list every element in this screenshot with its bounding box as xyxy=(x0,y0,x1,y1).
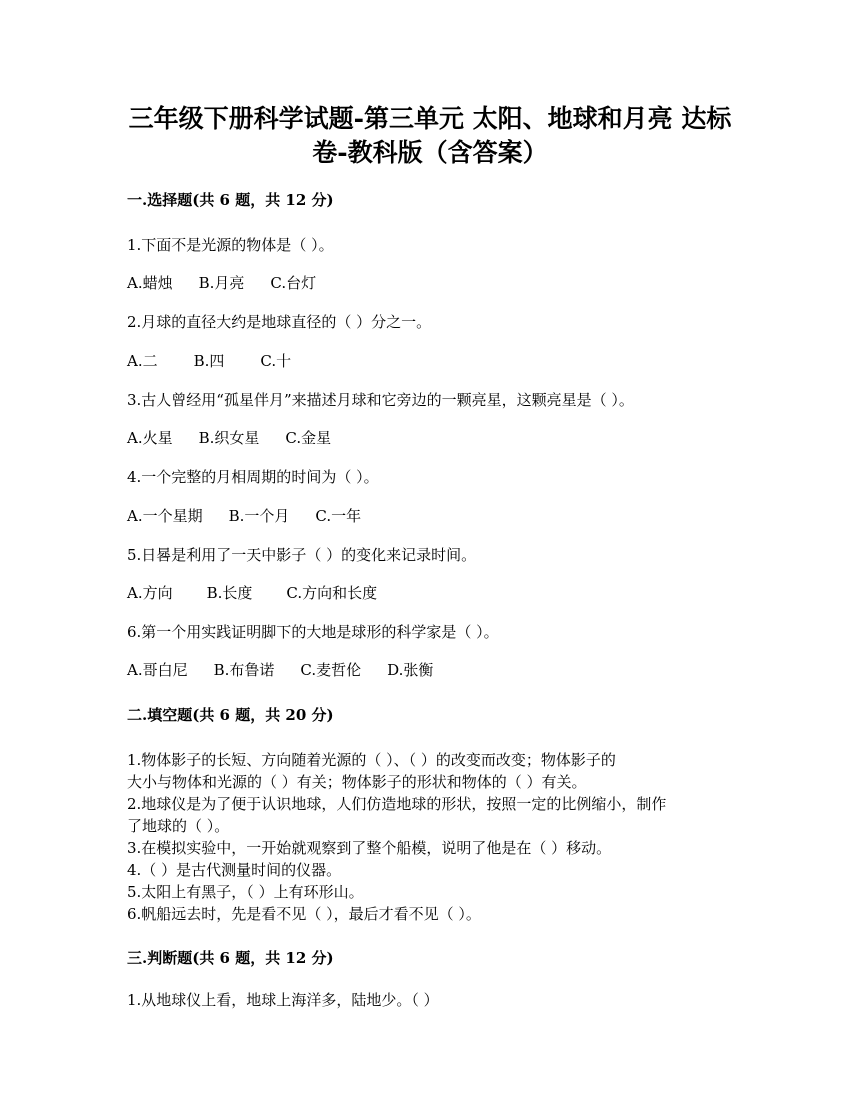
question-options xyxy=(127,273,316,293)
question-text: 3.古人曾经用“孤星伴月”来描述月球和它旁边的一颗亮星，这颗亮星是（ ）。 xyxy=(127,391,634,409)
option: A.哥白尼 xyxy=(127,661,188,679)
option: A.方向 xyxy=(127,584,173,602)
question-options xyxy=(127,583,377,603)
option: C.方向和长度 xyxy=(286,584,378,602)
section-heading-fill: 二.填空题(共 6 题，共 20 分) xyxy=(127,706,334,724)
fill-line: 了地球的（ ）。 xyxy=(127,817,230,835)
option: B.织女星 xyxy=(198,429,260,447)
question-options xyxy=(127,660,433,680)
option: C.金星 xyxy=(285,429,332,447)
question-text: 6.第一个用实践证明脚下的大地是球形的科学家是（ ）。 xyxy=(127,623,499,641)
fill-line: 6.帆船远去时，先是看不见（ ），最后才看不见（ ）。 xyxy=(127,905,481,923)
question-options xyxy=(127,351,291,371)
option: C.一年 xyxy=(315,507,362,525)
option: C.台灯 xyxy=(270,274,317,292)
question-text: 4.一个完整的月相周期的时间为（ ）。 xyxy=(127,468,379,486)
question-text: 5.日晷是利用了一天中影子（ ）的变化来记录时间。 xyxy=(127,546,477,564)
option: B.一个月 xyxy=(228,507,290,525)
option: B.长度 xyxy=(206,584,253,602)
question-text: 1.从地球仪上看，地球上海洋多，陆地少。（ ） xyxy=(127,991,439,1009)
option: C.麦哲伦 xyxy=(300,661,362,679)
option: B.月亮 xyxy=(198,274,245,292)
option: A.火星 xyxy=(127,429,173,447)
section-heading-judge: 三.判断题(共 6 题，共 12 分) xyxy=(127,949,334,967)
document-title-line-2: 卷-教科版（含答案） xyxy=(312,138,548,167)
question-text: 1.下面不是光源的物体是（ ）。 xyxy=(127,236,334,254)
fill-line: 1.物体影子的长短、方向随着光源的（ ）、（ ）的改变而改变；物体影子的 xyxy=(127,751,616,769)
option: B.布鲁诺 xyxy=(213,661,275,679)
fill-line: 2.地球仪是为了便于认识地球，人们仿造地球的形状，按照一定的比例缩小，制作 xyxy=(127,795,667,813)
question-options xyxy=(127,428,331,448)
section-heading-choice: 一.选择题(共 6 题，共 12 分) xyxy=(127,191,334,209)
question-options xyxy=(127,506,361,526)
fill-line: 5.太阳上有黑子，（ ）上有环形山。 xyxy=(127,883,364,901)
question-text: 2.月球的直径大约是地球直径的（ ）分之一。 xyxy=(127,313,432,331)
option: A.二 xyxy=(127,352,158,370)
document-title-line-1: 三年级下册科学试题-第三单元 太阳、地球和月亮 达标 xyxy=(128,104,732,133)
fill-line: 4.（ ）是古代测量时间的仪器。 xyxy=(127,861,342,879)
fill-line: 大小与物体和光源的（ ）有关；物体影子的形状和物体的（ ）有关。 xyxy=(127,773,587,791)
option: A.一个星期 xyxy=(127,507,203,525)
fill-line: 3.在模拟实验中，一开始就观察到了整个船模，说明了他是在（ ）移动。 xyxy=(127,839,612,857)
option: A.蜡烛 xyxy=(127,274,173,292)
option: C.十 xyxy=(260,352,292,370)
option: D.张衡 xyxy=(387,661,434,679)
option: B.四 xyxy=(193,352,225,370)
